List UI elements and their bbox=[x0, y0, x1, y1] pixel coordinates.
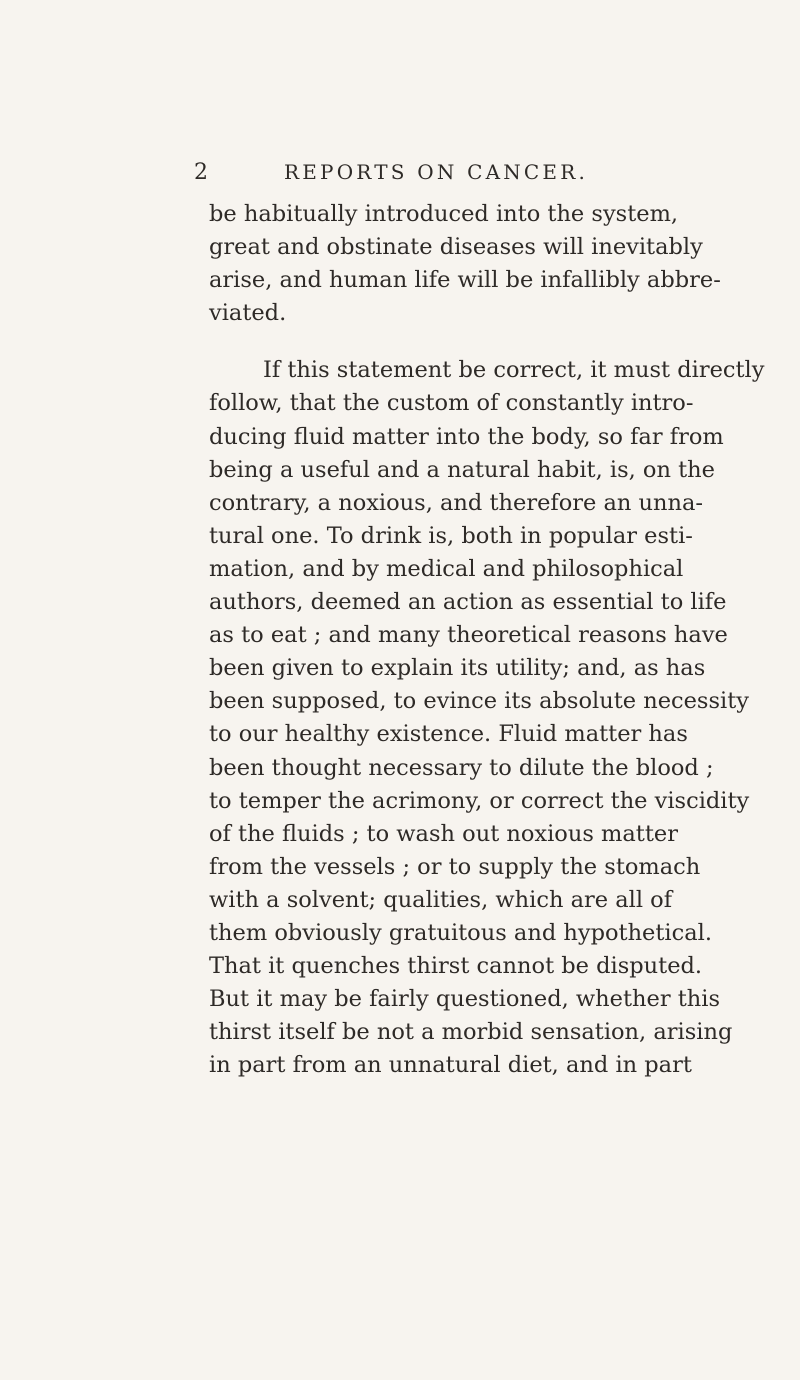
text-line: of the fluids ; to wash out noxious matter bbox=[209, 820, 678, 847]
paragraph-gap bbox=[209, 330, 749, 354]
text-line: be habitually introduced into the system, bbox=[209, 201, 679, 227]
running-title: REPORTS ON CANCER. bbox=[284, 160, 589, 184]
text-line: to temper the acrimony, or correct the viscidity bbox=[209, 787, 750, 814]
text-line: great and obstinate diseases will inevitably bbox=[209, 234, 703, 261]
text-line: follow, that the custom of constantly intro- bbox=[209, 390, 694, 417]
text-line: with a solvent; qualities, which are all of bbox=[209, 886, 673, 913]
paragraph-2 bbox=[209, 354, 765, 1082]
text-line: That it quenches thirst cannot be disputed. bbox=[209, 953, 703, 980]
page-header bbox=[194, 160, 754, 192]
text-line: arise, and human life will be infallibly abbre- bbox=[209, 267, 721, 294]
text-line: from the vessels ; or to supply the stomach bbox=[209, 853, 701, 880]
page-number: 2 bbox=[194, 160, 208, 185]
text-line: been thought necessary to dilute the blood ; bbox=[209, 754, 714, 781]
text-line: being a useful and a natural habit, is, on the bbox=[209, 456, 715, 483]
text-line: as to eat ; and many theoretical reasons have bbox=[209, 622, 728, 649]
text-line: ducing fluid matter into the body, so far from bbox=[209, 423, 724, 450]
text-line: been supposed, to evince its absolute necessity bbox=[209, 688, 749, 715]
text-line: viated. bbox=[209, 300, 287, 327]
text-line: If this statement be correct, it must directly bbox=[263, 357, 765, 384]
text-line: But it may be fairly questioned, whether this bbox=[209, 986, 720, 1013]
text-line: tural one. To drink is, both in popular esti- bbox=[209, 522, 693, 549]
text-line: thirst itself be not a morbid sensation, arising bbox=[209, 1019, 733, 1046]
text-line: them obviously gratuitous and hypothetical. bbox=[209, 919, 712, 946]
text-line: in part from an unnatural diet, and in part bbox=[209, 1052, 692, 1079]
text-line: to our healthy existence. Fluid matter has bbox=[209, 721, 688, 748]
text-line: been given to explain its utility; and, as has bbox=[209, 655, 706, 682]
text-line: authors, deemed an action as essential to life bbox=[209, 589, 727, 616]
text-line: contrary, a noxious, and therefore an unna- bbox=[209, 489, 704, 516]
body-text bbox=[209, 198, 765, 1082]
text-line: mation, and by medical and philosophical bbox=[209, 555, 684, 582]
paragraph-1 bbox=[209, 198, 749, 330]
